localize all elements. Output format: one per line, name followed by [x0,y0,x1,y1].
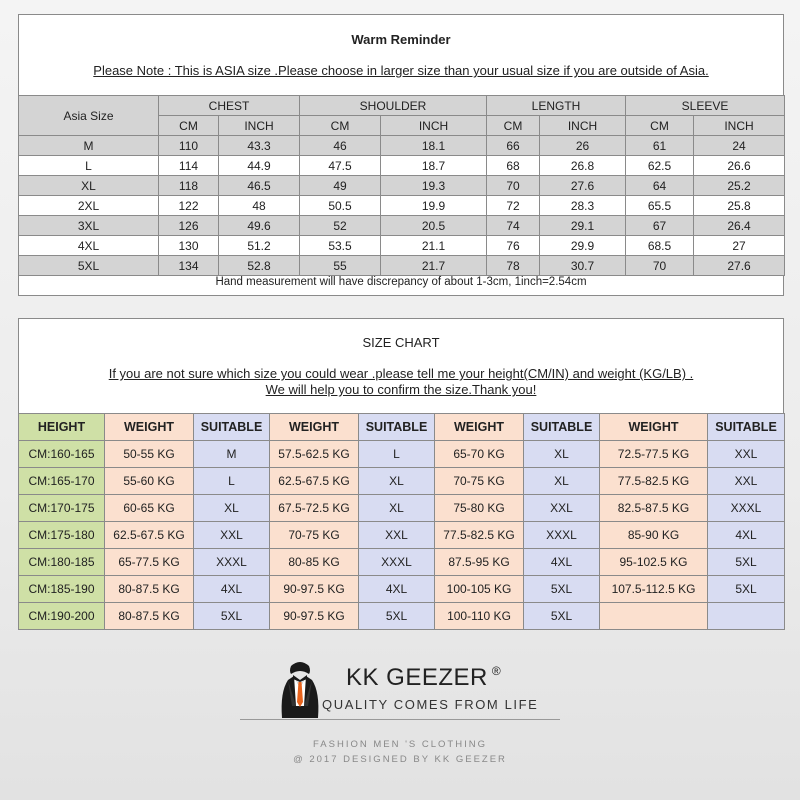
brand-logo [278,656,568,726]
chest-header: CHEST [159,96,300,116]
weight-cell: 67.5-72.5 KG [270,495,359,522]
size-label-cell: XL [19,176,159,196]
measurement-cell: 27.6 [540,176,626,196]
size-chart-panel [18,318,784,630]
size-measurement-panel [18,14,784,296]
chart-row [19,495,785,522]
size-measurement-table [18,95,785,276]
measurement-cell: 26 [540,136,626,156]
brand-name-text: KK GEEZER [346,664,488,691]
measurement-cell: 114 [159,156,219,176]
measurement-cell: 21.7 [381,256,487,276]
measurement-cell: 49 [300,176,381,196]
suit-with-tie-icon [278,658,322,720]
weight-cell: 55-60 KG [105,468,194,495]
suitable-size-cell: L [194,468,270,495]
suitable-size-cell: 5XL [708,549,785,576]
size-row [19,156,785,176]
weight-cell: 80-85 KG [270,549,359,576]
suitable-size-cell: 4XL [708,522,785,549]
weight-cell: 65-77.5 KG [105,549,194,576]
warm-reminder-title: Warm Reminder [351,32,451,47]
measurement-cell: 48 [219,196,300,216]
size-row [19,136,785,156]
chart-header-row [19,414,785,441]
measurement-cell: 24 [694,136,785,156]
height-cell: CM:160-165 [19,441,105,468]
measurement-cell: 20.5 [381,216,487,236]
weight-column-header: WEIGHT [435,414,524,441]
suitable-size-cell: XL [194,495,270,522]
size-label-cell: L [19,156,159,176]
measurement-cell: 76 [487,236,540,256]
chart-row [19,468,785,495]
suitable-size-cell: 5XL [524,603,600,630]
size-label-cell: 3XL [19,216,159,236]
weight-cell: 107.5-112.5 KG [600,576,708,603]
weight-column-header: WEIGHT [270,414,359,441]
measurement-cell: 61 [626,136,694,156]
suitable-size-cell [708,603,785,630]
measurement-footnote: Hand measurement will have discrepancy of about 1-3cm, 1inch=2.54cm [215,276,587,288]
measurement-cell: 25.2 [694,176,785,196]
height-cell: CM:170-175 [19,495,105,522]
weight-cell: 70-75 KG [435,468,524,495]
chart-row [19,549,785,576]
suitable-size-cell: XXL [708,441,785,468]
weight-cell: 100-110 KG [435,603,524,630]
measurement-cell: 51.2 [219,236,300,256]
asia-size-header: Asia Size [19,96,159,136]
weight-cell: 85-90 KG [600,522,708,549]
measurement-cell: 49.6 [219,216,300,236]
measurement-cell: 64 [626,176,694,196]
unit-header-cm: CM [300,116,381,136]
measurement-cell: 27 [694,236,785,256]
size-chart-title: SIZE CHART [362,335,440,350]
unit-header-inch: INCH [381,116,487,136]
measurement-cell: 68.5 [626,236,694,256]
suitable-size-cell: 5XL [708,576,785,603]
suitable-size-cell: XL [524,441,600,468]
measurement-cell: 70 [626,256,694,276]
measurement-cell: 26.4 [694,216,785,236]
measurement-cell: 126 [159,216,219,236]
height-cell: CM:175-180 [19,522,105,549]
suitable-column-header: SUITABLE [524,414,600,441]
fashion-subline: FASHION MEN 'S CLOTHING [313,739,487,750]
suitable-size-cell: XXL [524,495,600,522]
weight-cell: 90-97.5 KG [270,603,359,630]
suitable-size-cell: 4XL [194,576,270,603]
size-row [19,176,785,196]
suitable-size-cell: XL [359,468,435,495]
length-header: LENGTH [487,96,626,116]
measurement-cell: 28.3 [540,196,626,216]
measurement-cell: 52.8 [219,256,300,276]
measurement-cell: 78 [487,256,540,276]
measurement-cell: 118 [159,176,219,196]
weight-cell: 65-70 KG [435,441,524,468]
suitable-size-cell: XXXL [359,549,435,576]
measurement-cell: 130 [159,236,219,256]
unit-header-cm: CM [159,116,219,136]
weight-cell [600,603,708,630]
divider-line [240,719,560,720]
suitable-column-header: SUITABLE [359,414,435,441]
weight-cell: 62.5-67.5 KG [270,468,359,495]
weight-cell: 95-102.5 KG [600,549,708,576]
measurement-cell: 27.6 [694,256,785,276]
unit-header-inch: INCH [219,116,300,136]
unit-header-inch: INCH [540,116,626,136]
designed-by-subline: @ 2017 DESIGNED BY KK GEEZER [293,754,507,765]
brand-name [346,664,501,692]
measurement-cell: 19.9 [381,196,487,216]
sleeve-header: SLEEVE [626,96,785,116]
measurement-cell: 47.5 [300,156,381,176]
height-column-header: HEIGHT [19,414,105,441]
height-weight-chart-table [18,413,785,630]
measurement-cell: 26.6 [694,156,785,176]
weight-cell: 70-75 KG [270,522,359,549]
suitable-size-cell: XXL [194,522,270,549]
weight-cell: 77.5-82.5 KG [435,522,524,549]
unit-header-cm: CM [487,116,540,136]
measurement-cell: 134 [159,256,219,276]
suitable-column-header: SUITABLE [708,414,785,441]
measurement-cell: 53.5 [300,236,381,256]
size-row [19,216,785,236]
measurement-cell: 44.9 [219,156,300,176]
chart-row [19,603,785,630]
registered-mark: ® [491,664,502,678]
measurement-cell: 122 [159,196,219,216]
asia-size-note: Please Note : This is ASIA size .Please choose in larger size than your usual size if you are outside of Asia. [93,63,709,78]
suitable-size-cell: XXXL [194,549,270,576]
size-label-cell: 5XL [19,256,159,276]
measurement-cell: 46.5 [219,176,300,196]
suitable-size-cell: 5XL [524,576,600,603]
suitable-size-cell: XL [524,468,600,495]
measurement-cell: 21.1 [381,236,487,256]
suitable-size-cell: XXL [359,522,435,549]
shoulder-header: SHOULDER [300,96,487,116]
measurement-cell: 110 [159,136,219,156]
measurement-cell: 19.3 [381,176,487,196]
weight-column-header: WEIGHT [600,414,708,441]
weight-cell: 100-105 KG [435,576,524,603]
size-label-cell: 2XL [19,196,159,216]
size-row [19,236,785,256]
measurement-cell: 72 [487,196,540,216]
brand-tagline: QUALITY COMES FROM LIFE [322,697,539,712]
weight-cell: 80-87.5 KG [105,603,194,630]
unit-header-inch: INCH [694,116,785,136]
suitable-size-cell: XXXL [708,495,785,522]
measurement-cell: 70 [487,176,540,196]
size-help-line-2: We will help you to confirm the size.Thank you! [265,382,537,397]
size-row [19,256,785,276]
suitable-size-cell: M [194,441,270,468]
weight-cell: 50-55 KG [105,441,194,468]
measurement-cell: 25.8 [694,196,785,216]
height-cell: CM:185-190 [19,576,105,603]
measurement-cell: 43.3 [219,136,300,156]
suitable-size-cell: XXXL [524,522,600,549]
chart-row [19,576,785,603]
measurement-cell: 46 [300,136,381,156]
height-cell: CM:190-200 [19,603,105,630]
suitable-size-cell: 5XL [194,603,270,630]
weight-cell: 90-97.5 KG [270,576,359,603]
unit-header-cm: CM [626,116,694,136]
measurement-cell: 65.5 [626,196,694,216]
suitable-size-cell: XL [359,495,435,522]
measurement-cell: 26.8 [540,156,626,176]
weight-cell: 75-80 KG [435,495,524,522]
weight-cell: 57.5-62.5 KG [270,441,359,468]
measurement-cell: 30.7 [540,256,626,276]
size-row [19,196,785,216]
measurement-cell: 18.1 [381,136,487,156]
size-label-cell: M [19,136,159,156]
suitable-size-cell: L [359,441,435,468]
chart-row [19,441,785,468]
measurement-cell: 52 [300,216,381,236]
measurement-cell: 50.5 [300,196,381,216]
weight-cell: 82.5-87.5 KG [600,495,708,522]
measurement-cell: 29.1 [540,216,626,236]
measurement-cell: 18.7 [381,156,487,176]
measurement-cell: 29.9 [540,236,626,256]
suitable-size-cell: 4XL [359,576,435,603]
size-label-cell: 4XL [19,236,159,256]
weight-cell: 62.5-67.5 KG [105,522,194,549]
weight-cell: 77.5-82.5 KG [600,468,708,495]
weight-cell: 87.5-95 KG [435,549,524,576]
measurement-cell: 68 [487,156,540,176]
measurement-cell: 62.5 [626,156,694,176]
weight-cell: 72.5-77.5 KG [600,441,708,468]
measurement-cell: 74 [487,216,540,236]
weight-cell: 80-87.5 KG [105,576,194,603]
suitable-size-cell: 4XL [524,549,600,576]
height-cell: CM:165-170 [19,468,105,495]
measurement-cell: 66 [487,136,540,156]
chart-row [19,522,785,549]
suitable-size-cell: 5XL [359,603,435,630]
height-cell: CM:180-185 [19,549,105,576]
suitable-column-header: SUITABLE [194,414,270,441]
weight-column-header: WEIGHT [105,414,194,441]
measurement-cell: 67 [626,216,694,236]
suitable-size-cell: XXL [708,468,785,495]
size-help-line-1: If you are not sure which size you could wear .please tell me your height(CM/IN) and weight (KG/LB) . [108,366,694,381]
measurement-cell: 55 [300,256,381,276]
weight-cell: 60-65 KG [105,495,194,522]
